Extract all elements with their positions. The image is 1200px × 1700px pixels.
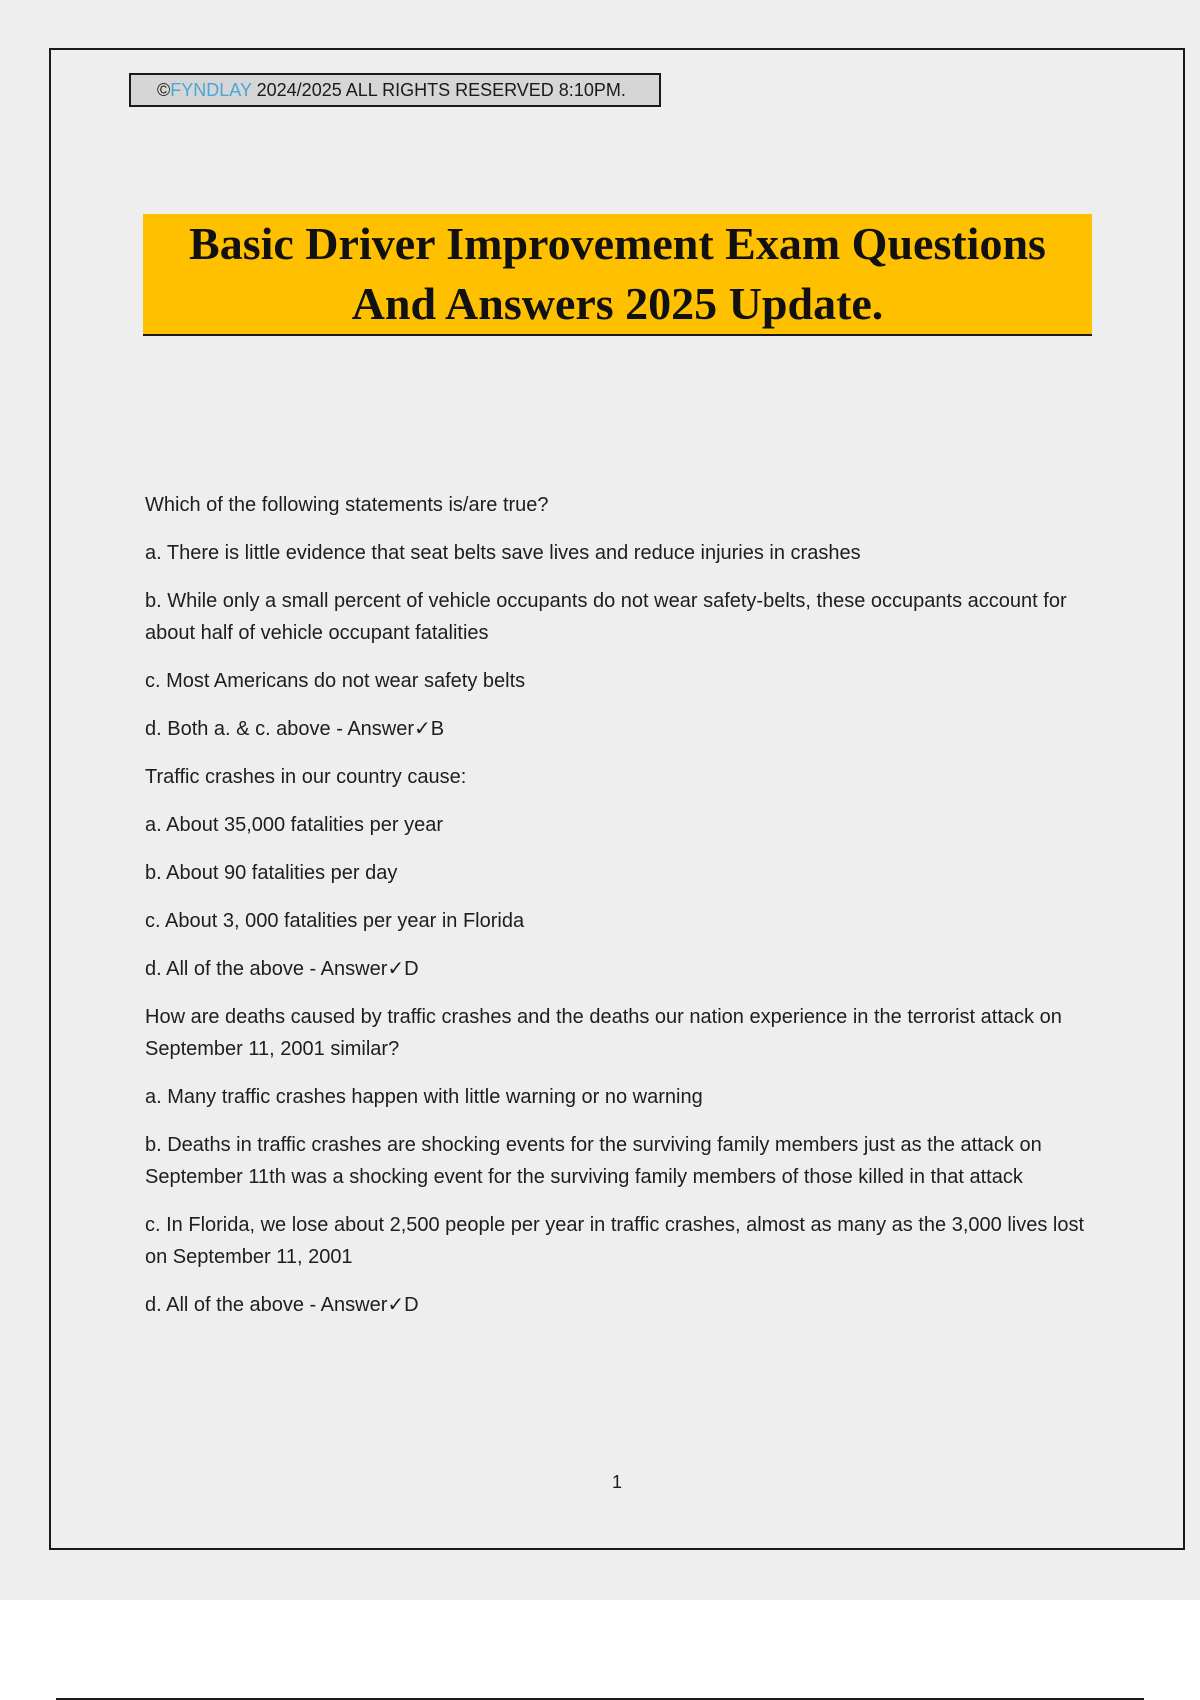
title-banner: [143, 214, 1092, 336]
question-3-stem: How are deaths caused by traffic crashes and the deaths our nation experience in the terrorist attack on September 11, 2001 similar?: [145, 1006, 1062, 1060]
question-3-option-b: b. Deaths in traffic crashes are shocking events for the surviving family members just as the attack on September 11th was a shocking event for the surviving family members of those killed in that attack: [145, 1134, 1042, 1188]
question-1-option-c: c. Most Americans do not wear safety belts: [145, 670, 526, 692]
question-2-option-b: b. About 90 fatalities per day: [145, 862, 398, 884]
question-2-stem: Traffic crashes in our country cause:: [145, 766, 467, 788]
question-1-option-d-answer: d. Both a. & c. above - Answer✓B: [145, 718, 445, 740]
title-line-1: Basic Driver Improvement Exam Questions: [189, 218, 1046, 269]
question-3-option-a: a. Many traffic crashes happen with little warning or no warning: [145, 1086, 703, 1108]
question-3-option-c: c. In Florida, we lose about 2,500 people per year in traffic crashes, almost as many as the 3,000 lives lost on September 11, 2001: [145, 1214, 1085, 1268]
question-1-stem: Which of the following statements is/are true?: [145, 494, 549, 516]
copyright-notice: [129, 73, 661, 107]
question-1-option-b: b. While only a small percent of vehicle occupants do not wear safety-belts, these occupants account for about half of vehicle occupant fatalities: [145, 590, 1067, 644]
document-title: [189, 214, 1046, 334]
question-2-option-d-answer: d. All of the above - Answer✓D: [145, 958, 419, 980]
question-content: [145, 489, 1095, 1337]
copyright-symbol: ©: [157, 80, 171, 100]
copyright-brand: FYNDLAY: [170, 80, 252, 100]
question-1-option-a: a. There is little evidence that seat belts save lives and reduce injuries in crashes: [145, 542, 861, 564]
title-line-2: And Answers 2025 Update.: [351, 278, 884, 329]
question-3-option-d-answer: d. All of the above - Answer✓D: [145, 1294, 419, 1316]
question-2-option-a: a. About 35,000 fatalities per year: [145, 814, 443, 836]
page-number: 1: [611, 1472, 622, 1492]
question-2-option-c: c. About 3, 000 fatalities per year in Florida: [145, 910, 525, 932]
copyright-text: 2024/2025 ALL RIGHTS RESERVED 8:10PM.: [251, 80, 626, 100]
